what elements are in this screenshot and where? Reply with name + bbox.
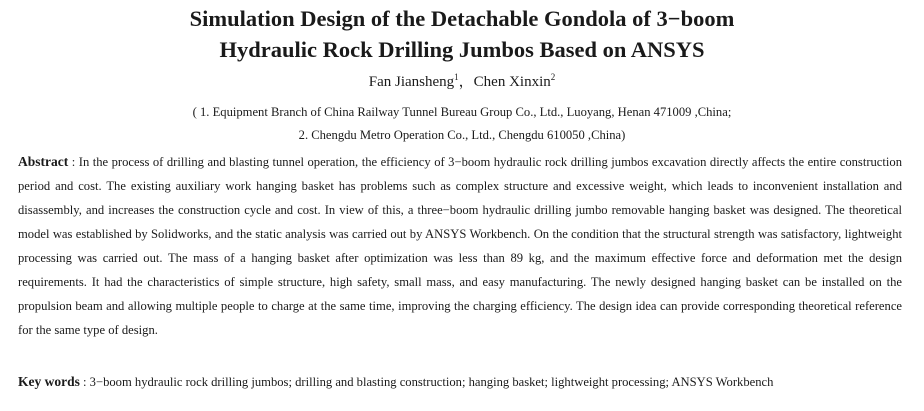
keywords-label: Key words	[18, 374, 80, 389]
paper-title-line-1: Simulation Design of the Detachable Gondola of 3−boom	[189, 6, 735, 31]
author-separator: ，	[458, 74, 474, 90]
abstract-label: Abstract	[18, 154, 69, 169]
author-name: Chen Xinxin	[473, 74, 551, 90]
keywords	[18, 372, 918, 392]
abstract-colon: :	[68, 155, 79, 169]
keywords-text: 3−boom hydraulic rock drilling jumbos; drilling and blasting construction; hanging basket; lightweight processing; ANSYS Workbench	[89, 375, 774, 389]
paper-title-line-2: Hydraulic Rock Drilling Jumbos Based on ANSYS	[219, 37, 705, 62]
author-affiliation-mark: 1	[454, 72, 459, 82]
author-list	[0, 72, 924, 92]
keywords-colon: :	[79, 375, 90, 389]
affiliation-2: 2. Chengdu Metro Operation Co., Ltd., Chengdu 610050 ,China)	[298, 128, 626, 142]
affiliation-1: ( 1. Equipment Branch of China Railway Tunnel Bureau Group Co., Ltd., Luoyang, Henan 471009 ,China;	[192, 105, 732, 119]
author-name: Fan Jiansheng	[368, 74, 455, 90]
abstract	[18, 150, 902, 342]
author-affiliation-mark: 2	[550, 72, 556, 82]
abstract-text: In the process of drilling and blasting tunnel operation, the efficiency of 3−boom hydraulic rock drilling jumbos excavation directly affects the entire construction period and cost. The existing auxiliary work hanging basket has problems such as complex structure and excessive weight, which leads to inconvenient installation and disassembly, and increases the construction cycle and cost. In view of this, a three−boom hydraulic drilling jumbo removable hanging basket was designed. The theoretical model was established by Solidworks, and the static analysis was carried out by ANSYS Workbench. On the condition that the structural strength was satisfactory, lightweight processing was carried out. The mass of a hanging basket after optimization was less than 89 kg, and the maximum effective force and deformation met the design requirements. It had the characteristics of simple structure, high safety, small mass, and easy manufacturing. The newly designed hanging basket can be installed on the propulsion beam and allowing multiple people to charge at the same time, improving the charging efficiency. The design idea can provide corresponding theoretical reference for the same type of design.	[18, 155, 902, 337]
